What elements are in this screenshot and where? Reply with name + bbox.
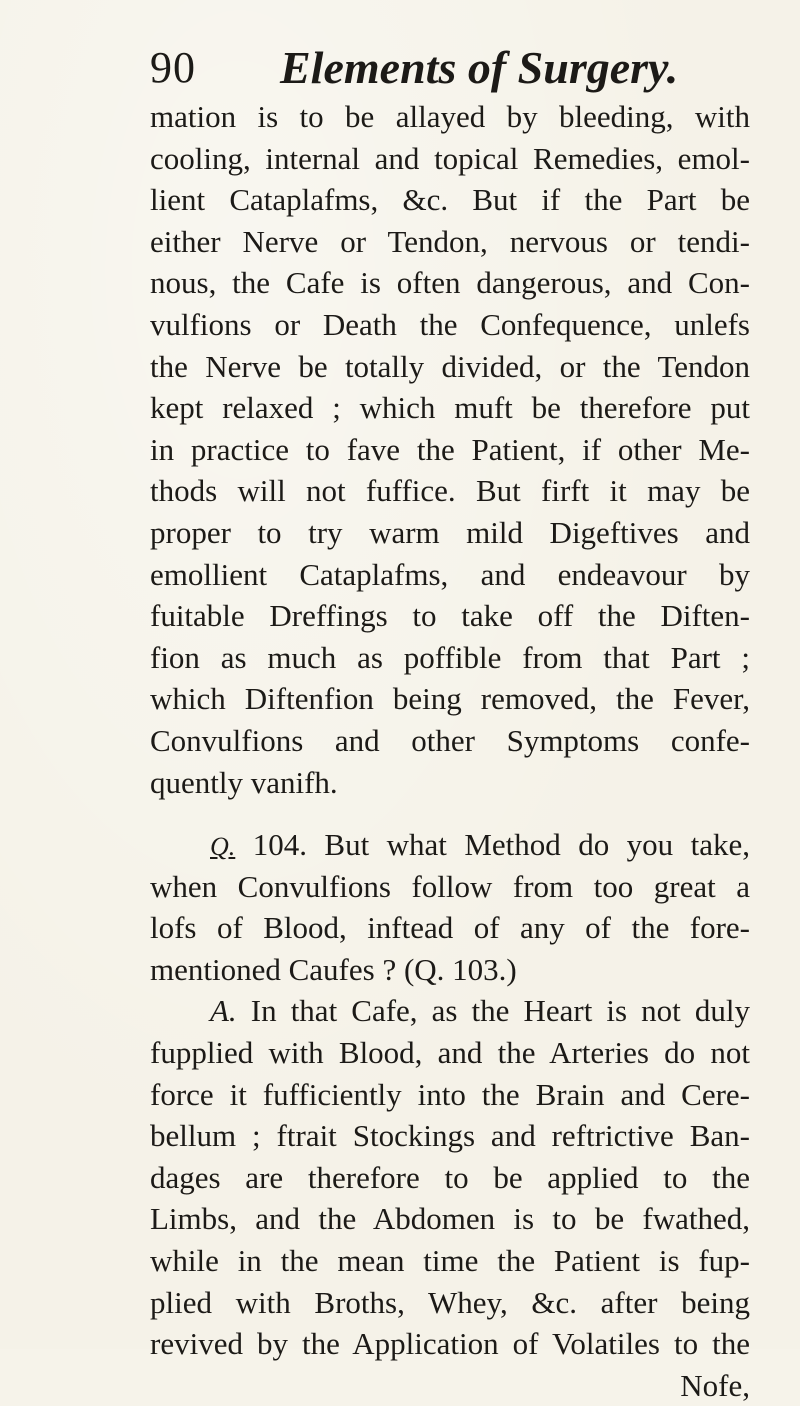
text-line: while in the mean time the Patient is fup- bbox=[150, 1243, 750, 1279]
text-line: mentioned Caufes ? (Q. 103.) bbox=[150, 951, 517, 987]
catchword: Nofe, bbox=[680, 1367, 750, 1403]
page-header bbox=[150, 38, 679, 98]
text-line: in practice to fave the Patient, if other Me- bbox=[150, 431, 750, 467]
text-line: either Nerve or Tendon, nervous or tendi- bbox=[150, 223, 750, 259]
answer-104 bbox=[150, 990, 750, 1406]
body-text bbox=[150, 96, 750, 1406]
text-line: In that Cafe, as the Heart is not duly bbox=[250, 993, 750, 1029]
text-line: emollient Cataplafms, and endeavour by bbox=[150, 556, 750, 592]
text-line: lofs of Blood, inftead of any of the fore- bbox=[150, 910, 750, 946]
text-line: fupplied with Blood, and the Arteries do not bbox=[150, 1035, 750, 1071]
text-line: plied with Broths, Whey, &c. after being bbox=[150, 1284, 750, 1320]
text-line: lient Cataplafms, &c. But if the Part be bbox=[150, 182, 750, 218]
text-line: revived by the Application of Volatiles to the bbox=[150, 1326, 750, 1362]
page-number: 90 bbox=[150, 43, 196, 92]
answer-first-line bbox=[150, 990, 750, 1032]
paragraph-gap bbox=[150, 803, 750, 824]
text-line: which Diftenfion being removed, the Fever, bbox=[150, 681, 750, 717]
text-line: fion as much as poffible from that Part ; bbox=[150, 639, 750, 675]
question-marker: Q. bbox=[210, 832, 236, 862]
question-first-line bbox=[150, 824, 750, 866]
text-line: mation is to be allayed by bleeding, with bbox=[150, 99, 750, 134]
text-line: cooling, internal and topical Remedies, emol- bbox=[150, 140, 750, 176]
text-line: Limbs, and the Abdomen is to be fwathed, bbox=[150, 1201, 750, 1237]
text-line: fuitable Dreffings to take off the Diften- bbox=[150, 598, 750, 634]
running-head: Elements of Surgery. bbox=[280, 42, 679, 93]
paragraph-1 bbox=[150, 96, 750, 803]
text-line: kept relaxed ; which muft be therefore put bbox=[150, 390, 750, 426]
question-104 bbox=[150, 824, 750, 990]
text-line: force it fufficiently into the Brain and Cere- bbox=[150, 1076, 750, 1112]
text-line: thods will not fuffice. But firft it may be bbox=[150, 473, 750, 509]
text-line: the Nerve be totally divided, or the Tendon bbox=[150, 348, 750, 384]
text-line: quently vanifh. bbox=[150, 764, 338, 800]
text-line: dages are therefore to be applied to the bbox=[150, 1159, 750, 1195]
text-line: when Convulfions follow from too great a bbox=[150, 868, 750, 904]
text-line: 104. But what Method do you take, bbox=[252, 827, 751, 863]
answer-marker: A. bbox=[210, 993, 237, 1029]
text-line: nous, the Cafe is often dangerous, and Con- bbox=[150, 265, 750, 301]
text-line: bellum ; ftrait Stockings and reftrictive Ban- bbox=[150, 1118, 750, 1154]
text-line: vulfions or Death the Confequence, unlefs bbox=[150, 306, 750, 342]
text-line: Convulfions and other Symptoms confe- bbox=[150, 722, 750, 758]
text-line: proper to try warm mild Digeftives and bbox=[150, 514, 750, 550]
